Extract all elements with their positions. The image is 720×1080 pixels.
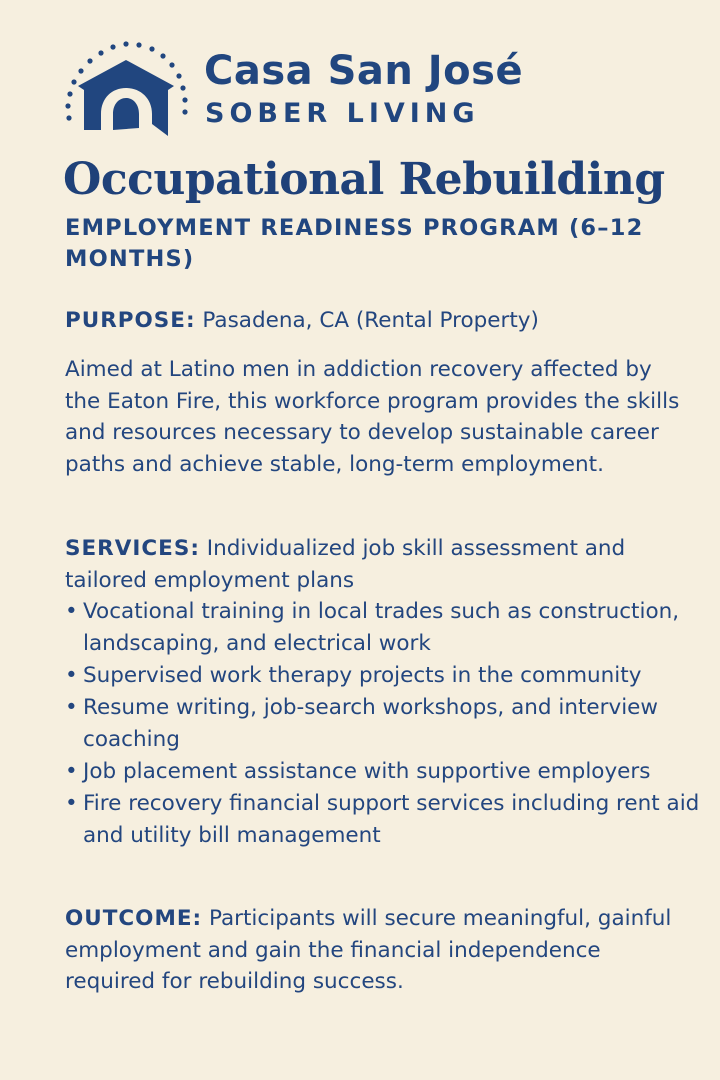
page-title: Occupational Rebuilding bbox=[63, 154, 665, 205]
bullet: • bbox=[65, 695, 78, 720]
organization-name: Casa San José bbox=[204, 48, 524, 94]
organization-tagline: SOBER LIVING bbox=[205, 98, 480, 129]
purpose-text: Pasadena, CA (Rental Property) bbox=[202, 308, 539, 333]
services-list bbox=[65, 596, 705, 852]
list-item bbox=[65, 692, 705, 756]
house-logo-icon bbox=[64, 38, 190, 138]
bullet: • bbox=[65, 791, 78, 816]
list-item-text: Fire recovery financial support services including rent aid and utility bill management bbox=[83, 791, 700, 848]
list-item bbox=[65, 660, 705, 692]
bullet: • bbox=[65, 599, 78, 624]
list-item-text: Resume writing, job-search workshops, and interview coaching bbox=[83, 695, 658, 752]
program-summary: Aimed at Latino men in addiction recovery affected by the Eaton Fire, this workforce program provides the skills and resources necessary to develop sustainable career paths and achieve stable, long-term employment. bbox=[65, 357, 680, 477]
list-item bbox=[65, 596, 705, 660]
bullet: • bbox=[65, 759, 78, 784]
purpose-label: PURPOSE: bbox=[65, 308, 196, 333]
purpose-paragraph bbox=[65, 305, 690, 337]
list-item-text: Vocational training in local trades such as construction, landscaping, and electrical work bbox=[83, 599, 680, 656]
house-shape bbox=[78, 60, 174, 136]
outcome-text: Participants will secure meaningful, gainful employment and gain the financial independence required for rebuilding success. bbox=[65, 906, 672, 994]
header bbox=[64, 38, 664, 138]
bullet: • bbox=[65, 663, 78, 688]
list-item bbox=[65, 788, 705, 852]
services-intro: Individualized job skill assessment and tailored employment plans bbox=[65, 536, 626, 593]
services-paragraph bbox=[65, 533, 690, 596]
program-subtitle: EMPLOYMENT READINESS PROGRAM (6–12 MONTHS) bbox=[65, 215, 644, 272]
list-item-text: Supervised work therapy projects in the community bbox=[83, 663, 642, 688]
outcome-paragraph bbox=[65, 903, 690, 998]
list-item-text: Job placement assistance with supportive employers bbox=[83, 759, 651, 784]
services-label: SERVICES: bbox=[65, 536, 200, 561]
outcome-label: OUTCOME: bbox=[65, 906, 203, 931]
list-item bbox=[65, 756, 705, 788]
